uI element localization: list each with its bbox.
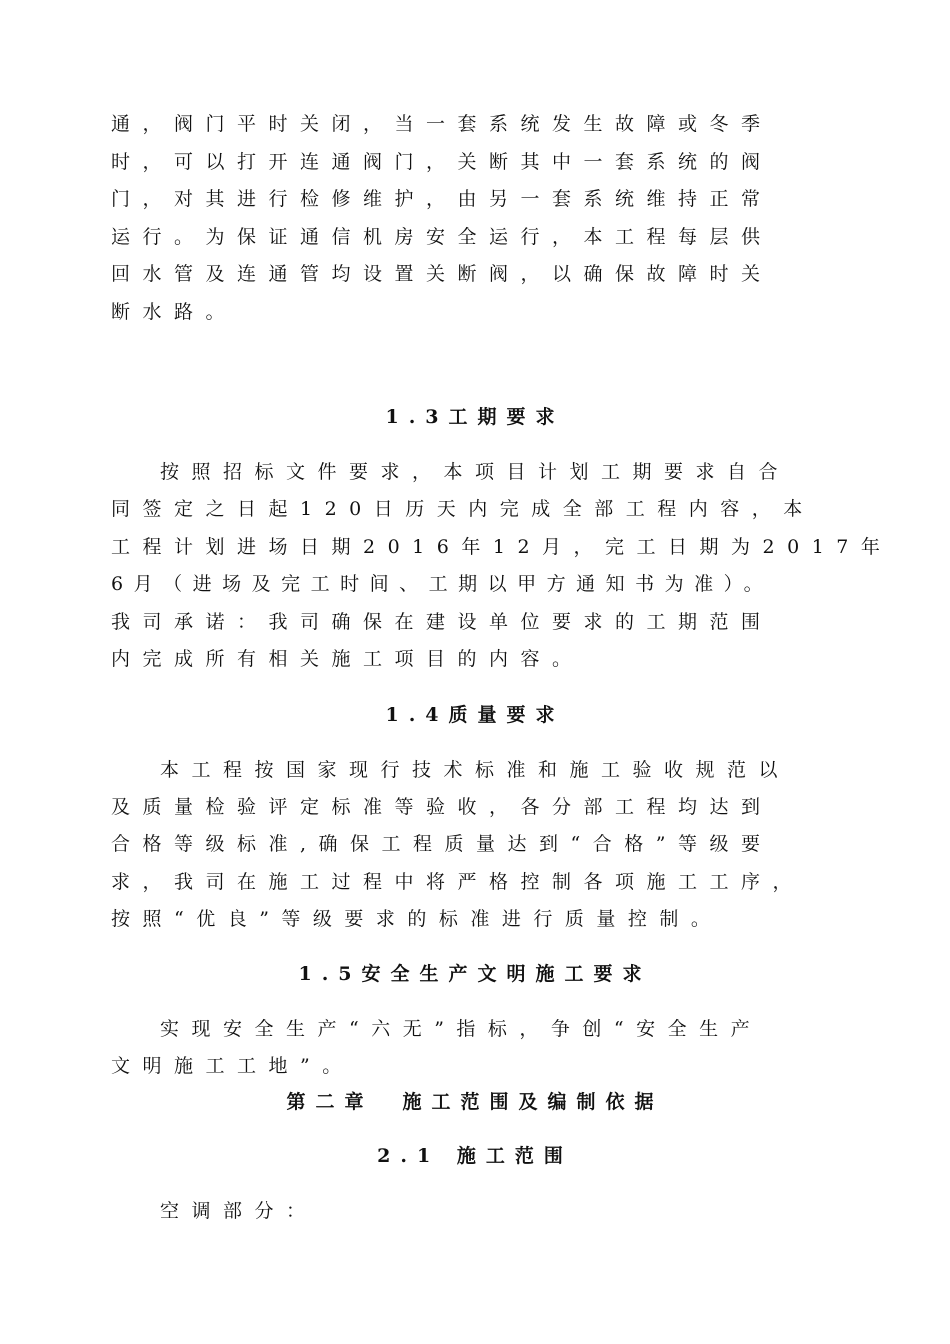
section-1-3-line-5: 我司承诺：我司确保在建设单位要求的工期范围: [111, 611, 773, 633]
section-1-4-line-1: 本工程按国家现行技术标准和施工验收规范以: [160, 759, 791, 781]
intro-line-3: 门，对其进行检修维护，由另一套系统维持正常: [111, 188, 773, 210]
section-1-4-line-2: 及质量检验评定标准等验收，各分部工程均达到: [111, 796, 773, 818]
section-1-3-line-4: 6月（进场及完工时间、工期以甲方通知书为准）。: [111, 573, 774, 595]
section-1-3-heading: 1.3工期要求: [385, 406, 565, 428]
section-1-4-heading: 1.4质量要求: [385, 704, 565, 726]
chapter-2-heading: 第二章 施工范围及编制依据: [286, 1091, 664, 1113]
section-1-3-line-3: 工程计划进场日期2016年12月，完工日期为2017年: [111, 536, 893, 558]
section-2-1-heading: 2.1 施工范围: [377, 1145, 573, 1167]
section-1-3-line-2: 同签定之日起120日历天内完成全部工程内容，本: [111, 498, 815, 520]
intro-line-2: 时，可以打开连通阀门，关断其中一套系统的阀: [111, 151, 773, 173]
section-1-4-line-3: 合格等级标准,确保工程质量达到“合格”等级要: [111, 833, 773, 855]
section-1-4-line-5: 按照“优良”等级要求的标准进行质量控制。: [111, 908, 723, 930]
section-1-5-line-2: 文明施工工地”。: [111, 1055, 354, 1077]
intro-line-4: 运行。为保证通信机房安全运行，本工程每层供: [111, 226, 773, 248]
section-1-4-line-4: 求，我司在施工过程中将严格控制各项施工工序，: [111, 871, 805, 893]
section-1-3-line-6: 内完成所有相关施工项目的内容。: [111, 648, 584, 670]
section-1-3-line-1: 按照招标文件要求，本项目计划工期要求自合: [160, 461, 791, 483]
intro-line-1: 通，阀门平时关闭，当一套系统发生故障或冬季: [111, 113, 773, 135]
section-1-5-line-1: 实现安全生产“六无”指标，争创“安全生产: [160, 1018, 763, 1040]
intro-line-6: 断水路。: [111, 301, 238, 323]
section-2-1-line-1: 空调部分：: [160, 1200, 318, 1222]
intro-line-5: 回水管及连通管均设置关断阀，以确保故障时关: [111, 263, 773, 285]
section-1-5-heading: 1.5安全生产文明施工要求: [298, 963, 652, 985]
